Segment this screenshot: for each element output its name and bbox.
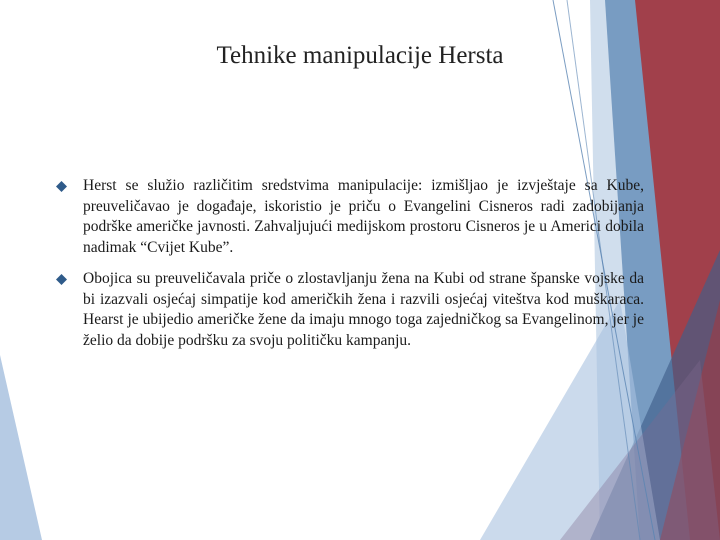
left-decor-triangle [0,355,42,540]
bullet-list [56,176,644,362]
bullet-text: Herst se služio različitim sredstvima manipulacije: izmišljao je izvještaje sa Kube, preuveličavao je događaje, iskoristio je priču o Evangelini Cisneros radi zadobijanja podrške američke javnosti. Zahvaljujući medijskom prostoru Cisneros je u Americi dobila nadimak “Cvijet Kube”. [83,177,644,256]
bullet-item [56,176,644,258]
slide-title: Tehnike manipulacije Hersta [216,42,504,69]
diamond-bullet-icon [56,274,67,285]
diamond-bullet-icon [56,181,67,192]
bullet-item [56,269,644,351]
bullet-text: Obojica su preuveličavala priče o zlostavljanju žena na Kubi od strane španske vojske da bi izazvali osjećaj simpatije kod američkih žena i razvili osjećaj viteštva kod muškaraca. Hearst je ubijedio američke žene da imaju mnogo toga zajedničkog sa Evangelinom, jer je želio da dobije podršku za svoju političku kampanju. [83,270,644,349]
